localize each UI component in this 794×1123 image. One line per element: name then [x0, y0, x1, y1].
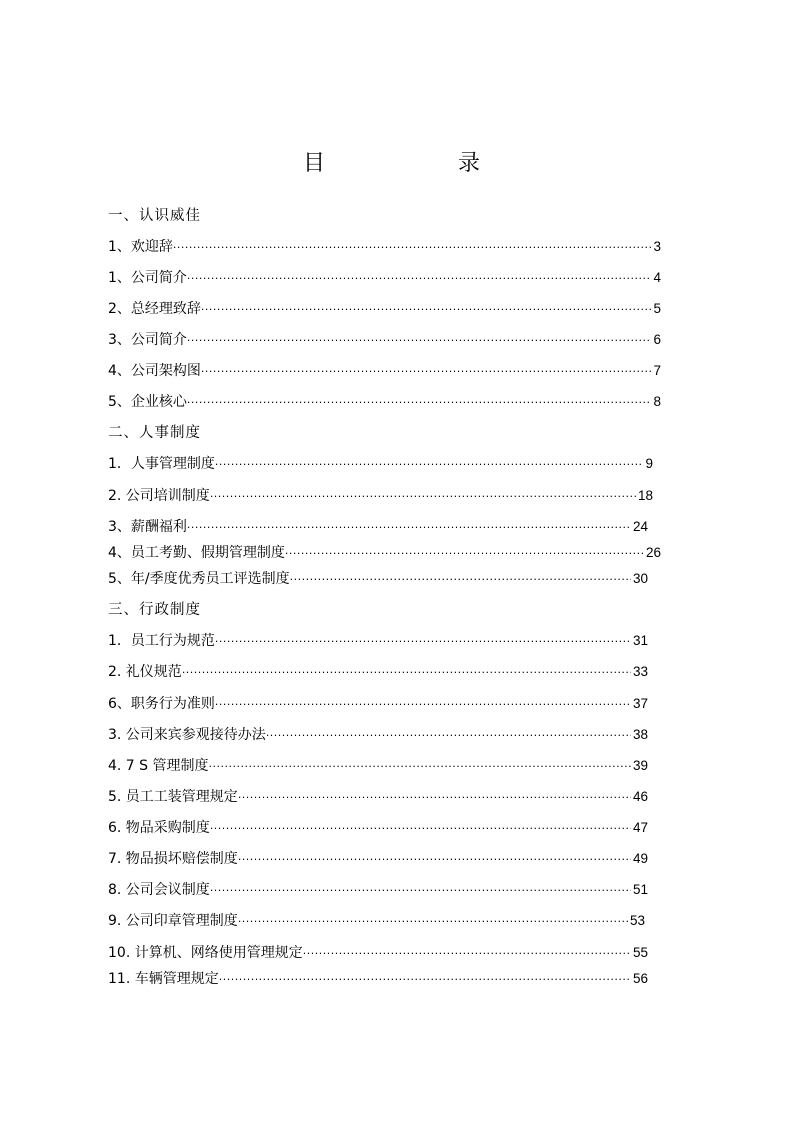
- toc-dot-leader: [290, 570, 631, 590]
- toc-entry-label: 5、年/季度优秀员工评选制度: [108, 571, 290, 587]
- toc-dot-leader: [173, 238, 652, 258]
- toc-entry: [108, 818, 648, 838]
- toc-entry-page-number: 51: [632, 882, 648, 897]
- toc-entry-label: 8. 公司会议制度: [108, 882, 210, 898]
- toc-dot-leader: [215, 695, 631, 715]
- toc-dot-leader: [266, 726, 631, 746]
- toc-entry-label: 5. 员工工装管理规定: [108, 789, 238, 805]
- toc-dot-leader: [238, 788, 631, 808]
- toc-dot-leader: [182, 663, 631, 683]
- toc-section-heading: 二、人事制度: [108, 425, 201, 441]
- toc-entry-page-number: 49: [632, 851, 648, 866]
- toc-entry: [108, 392, 661, 412]
- toc-entry: [108, 943, 648, 963]
- toc-dot-leader: [303, 944, 631, 964]
- toc-entry: [108, 569, 648, 589]
- toc-entry: [108, 849, 648, 869]
- toc-entry-page-number: 8: [653, 394, 661, 409]
- toc-dot-leader: [210, 819, 631, 839]
- toc-entry-page-number: 26: [645, 545, 661, 560]
- toc-entry: [108, 517, 648, 537]
- toc-section-heading: 三、行政制度: [108, 602, 201, 618]
- toc-entry: [108, 330, 661, 350]
- toc-dot-leader: [210, 487, 636, 507]
- toc-entry-label: 6. 物品采购制度: [108, 820, 210, 836]
- toc-entry: [108, 299, 661, 319]
- toc-entry: [108, 486, 653, 506]
- toc-entry: [108, 725, 648, 745]
- toc-entry-page-number: 4: [653, 270, 661, 285]
- toc-entry-label: 6、职务行为准则: [108, 696, 215, 712]
- toc-dot-leader: [201, 362, 652, 382]
- toc-entry-label: 2. 公司培训制度: [108, 488, 210, 504]
- toc-entry: [108, 911, 645, 931]
- toc-entry: [108, 694, 648, 714]
- toc-entry-label: 4. 7 S 管理制度: [108, 758, 209, 774]
- toc-entry-page-number: 5: [653, 301, 661, 316]
- toc-dot-leader: [238, 912, 628, 932]
- toc-dot-leader: [187, 393, 652, 413]
- toc-title: [0, 146, 794, 178]
- title-char-2: 录: [458, 151, 481, 176]
- toc-entry-page-number: 31: [632, 633, 648, 648]
- toc-entry: [108, 756, 648, 776]
- toc-entry: [108, 880, 648, 900]
- toc-entry: [108, 454, 653, 474]
- toc-entry-page-number: 53: [629, 913, 645, 928]
- toc-entry: [108, 237, 661, 257]
- title-char-1: 目: [303, 151, 326, 176]
- toc-entry-page-number: 18: [637, 488, 653, 503]
- toc-dot-leader: [238, 850, 631, 870]
- toc-dot-leader: [187, 518, 631, 538]
- toc-entry-page-number: 55: [632, 945, 648, 960]
- toc-entry-page-number: 30: [632, 571, 648, 586]
- toc-dot-leader: [285, 544, 644, 564]
- toc-entry: [108, 969, 648, 989]
- toc-entry-label: 4、公司架构图: [108, 363, 201, 379]
- toc-entry-label: 1．员工行为规范: [108, 633, 215, 649]
- toc-entry-label: 9. 公司印章管理制度: [108, 913, 238, 929]
- toc-entry-page-number: 7: [653, 363, 661, 378]
- toc-entry-page-number: 9: [645, 456, 653, 471]
- toc-dot-leader: [210, 881, 631, 901]
- toc-dot-leader: [187, 331, 652, 351]
- toc-entry-page-number: 39: [632, 758, 648, 773]
- toc-dot-leader: [187, 269, 652, 289]
- toc-entry-label: 10. 计算机、网络使用管理规定: [108, 945, 303, 961]
- toc-entry-label: 1、公司简介: [108, 270, 187, 286]
- toc-entry: [108, 543, 661, 563]
- toc-entry-label: 3、公司简介: [108, 332, 187, 348]
- toc-entry-label: 11. 车辆管理规定: [108, 971, 219, 987]
- toc-entry-label: 2、总经理致辞: [108, 301, 201, 317]
- toc-dot-leader: [201, 300, 652, 320]
- toc-entry-label: 3、薪酬福利: [108, 519, 187, 535]
- toc-entry-label: 4、员工考勤、假期管理制度: [108, 545, 285, 561]
- toc-dot-leader: [215, 455, 644, 475]
- toc-entry-page-number: 6: [653, 332, 661, 347]
- toc-entry: [108, 268, 661, 288]
- toc-entry-page-number: 56: [632, 971, 648, 986]
- toc-entry-page-number: 47: [632, 820, 648, 835]
- toc-entry-page-number: 46: [632, 789, 648, 804]
- toc-entry-label: 3. 公司来宾参观接待办法: [108, 727, 266, 743]
- toc-entry-page-number: 33: [632, 664, 648, 679]
- toc-entry: [108, 361, 661, 381]
- toc-section-heading: 一、认识威佳: [108, 208, 201, 224]
- toc-entry-label: 7. 物品损坏赔偿制度: [108, 851, 238, 867]
- toc-entry-page-number: 38: [632, 727, 648, 742]
- toc-entry-page-number: 3: [653, 239, 661, 254]
- toc-entry-label: 1．人事管理制度: [108, 456, 215, 472]
- toc-entry-label: 1、欢迎辞: [108, 239, 173, 255]
- toc-entry-label: 5、企业核心: [108, 394, 187, 410]
- toc-entry: [108, 787, 648, 807]
- toc-dot-leader: [219, 970, 631, 990]
- toc-entry: [108, 631, 648, 651]
- toc-entry-page-number: 37: [632, 696, 648, 711]
- toc-dot-leader: [209, 757, 631, 777]
- toc-entry-label: 2. 礼仪规范: [108, 664, 182, 680]
- toc-entry-page-number: 24: [632, 519, 648, 534]
- toc-entry: [108, 662, 648, 682]
- toc-dot-leader: [215, 632, 631, 652]
